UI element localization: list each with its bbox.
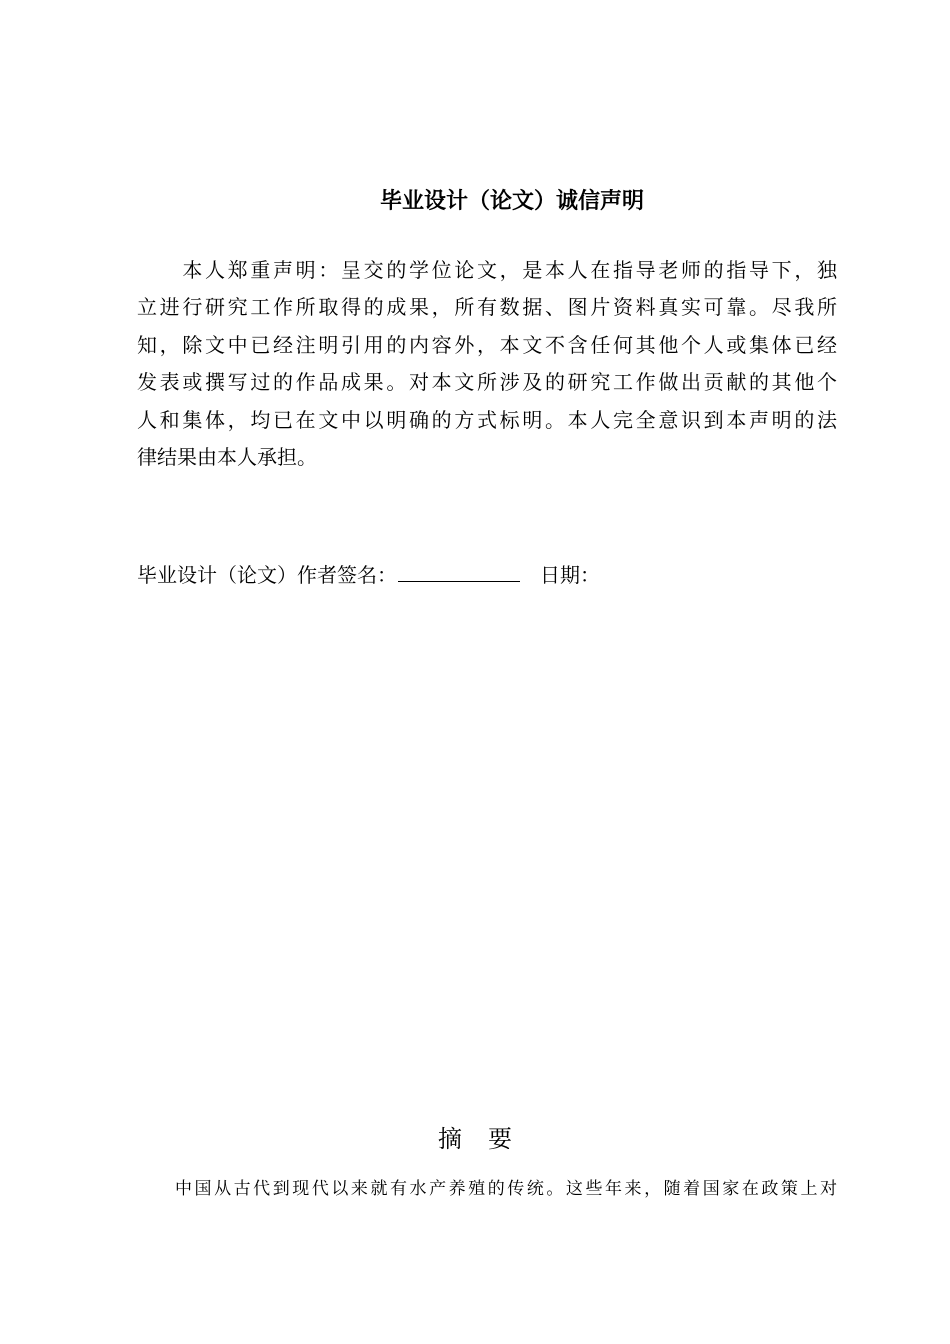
abstract-line: 中国从古代到现代以来就有水产养殖的传统。这些年来，随着国家在政策上对 — [175, 1179, 837, 1199]
signature-blank-line — [398, 557, 520, 582]
declaration-line: 发表或撰写过的作品成果。对本文所涉及的研究工作做出贡献的其他个 — [137, 370, 837, 395]
declaration-title: 毕业设计（论文）诚信声明 — [379, 189, 644, 214]
declaration-line: 立进行研究工作所取得的成果，所有数据、图片资料真实可靠。尽我所 — [137, 295, 837, 320]
signature-label: 毕业设计（论文）作者签名： — [137, 563, 397, 587]
declaration-paragraph — [137, 252, 837, 476]
abstract-paragraph — [137, 1172, 837, 1206]
declaration-line: 律结果由本人承担。 — [137, 445, 317, 470]
declaration-line: 本人郑重声明：呈交的学位论文，是本人在指导老师的指导下，独 — [137, 258, 837, 282]
signature-row — [137, 557, 600, 593]
declaration-line: 知，除文中已经注明引用的内容外，本文不含任何其他个人或集体已经 — [137, 332, 837, 357]
date-label: 日期： — [540, 563, 600, 587]
declaration-line: 人和集体，均已在文中以明确的方式标明。本人完全意识到本声明的法 — [137, 407, 837, 432]
abstract-title: 摘要 — [438, 1125, 538, 1153]
